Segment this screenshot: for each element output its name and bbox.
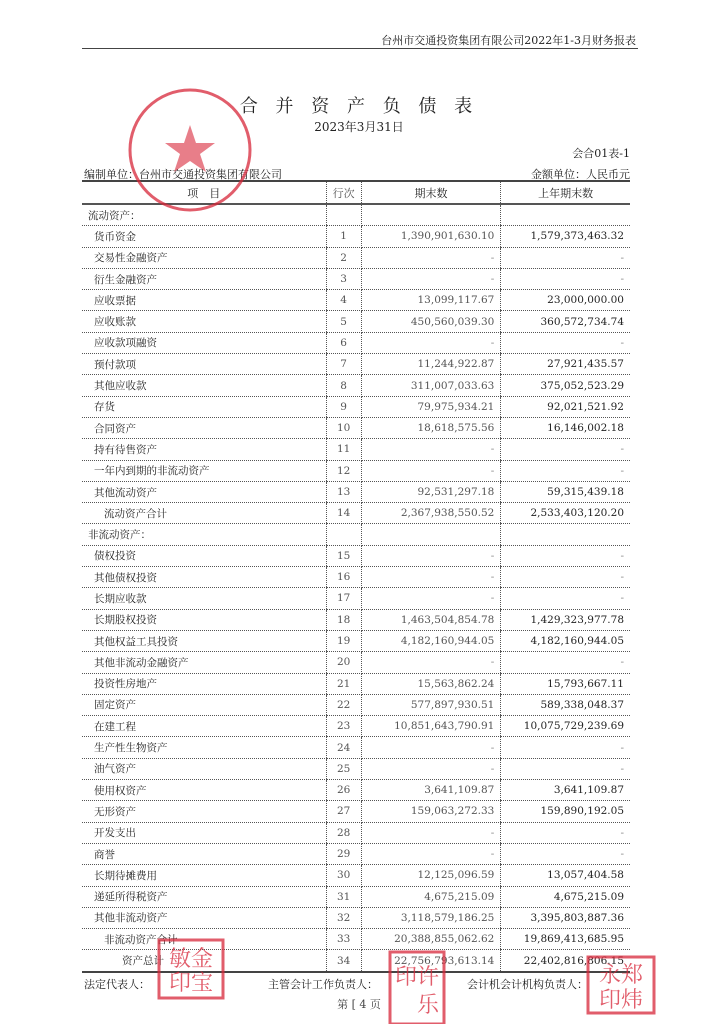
col-item: 项 目 (82, 181, 326, 204)
row-prev-value: 92,021,521.92 (501, 396, 630, 417)
row-prev-value: - (501, 843, 630, 864)
row-prev-value: - (501, 247, 630, 268)
row-end-value: - (361, 843, 501, 864)
row-item: 投资性房地产 (82, 673, 326, 694)
row-item: 一年内到期的非流动资产 (82, 460, 326, 481)
row-item: 合同资产 (82, 417, 326, 438)
row-prev-value: 3,395,803,887.36 (501, 907, 630, 928)
report-name: 台州市交通投资集团有限公司2022年1-3月财务报表 (381, 34, 636, 47)
row-number: 14 (326, 503, 361, 524)
row-prev-value: 13,057,404.58 (501, 865, 630, 886)
table-row (82, 567, 630, 588)
row-end-value (361, 204, 501, 226)
row-end-value: 79,975,934.21 (361, 396, 501, 417)
row-item: 资产总计 (82, 950, 326, 972)
row-item: 衍生金融资产 (82, 268, 326, 289)
svg-text:敏金: 敏金 (168, 947, 214, 972)
table-row (82, 354, 630, 375)
row-item: 商誉 (82, 843, 326, 864)
row-number: 4 (326, 290, 361, 311)
row-prev-value: 23,000,000.00 (501, 290, 630, 311)
row-number (326, 524, 361, 545)
row-item: 使用权资产 (82, 780, 326, 801)
seal-chief-accountant (388, 950, 446, 1024)
row-end-value: 4,675,215.09 (361, 886, 501, 907)
row-end-value: 3,118,579,186.25 (361, 907, 501, 928)
row-item: 预付款项 (82, 354, 326, 375)
row-end-value: 450,560,039.30 (361, 311, 501, 332)
row-end-value: - (361, 268, 501, 289)
row-end-value (361, 524, 501, 545)
row-prev-value: 1,579,373,463.32 (501, 226, 630, 247)
row-item: 其他流动资产 (82, 481, 326, 502)
page-number: 第 [ 4 页 (337, 998, 381, 1011)
row-prev-value: 159,890,192.05 (501, 801, 630, 822)
row-item: 无形资产 (82, 801, 326, 822)
row-number: 20 (326, 652, 361, 673)
table-row (82, 865, 630, 886)
row-prev-value: - (501, 758, 630, 779)
svg-text:印炜: 印炜 (598, 988, 644, 1013)
row-end-value: - (361, 822, 501, 843)
row-end-value: - (361, 758, 501, 779)
row-end-value: 159,063,272.33 (361, 801, 501, 822)
row-number: 5 (326, 311, 361, 332)
row-end-value: - (361, 567, 501, 588)
row-item: 其他权益工具投资 (82, 630, 326, 651)
row-prev-value: - (501, 822, 630, 843)
table-row (82, 652, 630, 673)
row-number: 2 (326, 247, 361, 268)
seal-legal-rep (157, 938, 225, 1000)
row-number: 6 (326, 332, 361, 353)
row-item: 其他非流动金融资产 (82, 652, 326, 673)
row-item: 长期待摊费用 (82, 865, 326, 886)
row-number: 34 (326, 950, 361, 972)
row-end-value: 10,851,643,790.91 (361, 716, 501, 737)
table-row (82, 460, 630, 481)
row-number: 16 (326, 567, 361, 588)
row-item: 存货 (82, 396, 326, 417)
table-row (82, 609, 630, 630)
form-number: 会合01表-1 (572, 147, 630, 160)
row-end-value: - (361, 460, 501, 481)
chief-accountant-label: 主管会计工作负责人： (268, 978, 378, 991)
row-item: 流动资产合计 (82, 503, 326, 524)
svg-text:印许: 印许 (394, 965, 440, 990)
row-end-value: 1,463,504,854.78 (361, 609, 501, 630)
row-prev-value: - (501, 588, 630, 609)
table-row (82, 780, 630, 801)
row-item: 开发支出 (82, 822, 326, 843)
table-row (82, 268, 630, 289)
row-end-value: 2,367,938,550.52 (361, 503, 501, 524)
row-item: 应收票据 (82, 290, 326, 311)
table-row (82, 375, 630, 396)
row-number: 19 (326, 630, 361, 651)
row-prev-value: 589,338,048.37 (501, 694, 630, 715)
row-item: 持有待售资产 (82, 439, 326, 460)
row-prev-value: - (501, 545, 630, 566)
row-number: 12 (326, 460, 361, 481)
table-row (82, 524, 630, 545)
row-prev-value: 2,533,403,120.20 (501, 503, 630, 524)
row-end-value: 311,007,033.63 (361, 375, 501, 396)
row-end-value: 11,244,922.87 (361, 354, 501, 375)
row-number: 33 (326, 929, 361, 950)
row-prev-value (501, 524, 630, 545)
row-prev-value: - (501, 737, 630, 758)
row-item: 其他应收款 (82, 375, 326, 396)
table-row (82, 822, 630, 843)
accounting-head-label: 会计机会计机构负责人： (467, 978, 588, 991)
row-item: 油气资产 (82, 758, 326, 779)
table-row (82, 907, 630, 928)
row-prev-value: 15,793,667.11 (501, 673, 630, 694)
table-row (82, 673, 630, 694)
row-item: 长期应收款 (82, 588, 326, 609)
table-row (82, 332, 630, 353)
table-row (82, 439, 630, 460)
table-row (82, 545, 630, 566)
row-end-value: - (361, 332, 501, 353)
row-end-value: 12,125,096.59 (361, 865, 501, 886)
row-number: 1 (326, 226, 361, 247)
row-prev-value: 1,429,323,977.78 (501, 609, 630, 630)
row-number: 21 (326, 673, 361, 694)
row-prev-value: - (501, 268, 630, 289)
row-item: 流动资产： (82, 204, 326, 226)
preparing-org: 编制单位：台州市交通投资集团有限公司 (84, 168, 282, 181)
row-number: 8 (326, 375, 361, 396)
currency-unit: 金额单位：人民币元 (531, 168, 630, 181)
row-number: 23 (326, 716, 361, 737)
table-row (82, 801, 630, 822)
row-item: 生产性生物资产 (82, 737, 326, 758)
row-end-value: - (361, 737, 501, 758)
table-row (82, 886, 630, 907)
table-row (82, 716, 630, 737)
table-row (82, 843, 630, 864)
table-row (82, 694, 630, 715)
row-item: 其他非流动资产 (82, 907, 326, 928)
row-number: 3 (326, 268, 361, 289)
col-prev: 上年期末数 (501, 181, 630, 204)
table-row (82, 630, 630, 651)
row-prev-value: - (501, 439, 630, 460)
row-number: 28 (326, 822, 361, 843)
row-prev-value: 360,572,734.74 (501, 311, 630, 332)
table-row (82, 758, 630, 779)
row-item: 非流动资产合计 (82, 929, 326, 950)
row-end-value: 18,618,575.56 (361, 417, 501, 438)
row-item: 债权投资 (82, 545, 326, 566)
table-row (82, 481, 630, 502)
row-end-value: 3,641,109.87 (361, 780, 501, 801)
row-prev-value: - (501, 332, 630, 353)
row-item: 交易性金融资产 (82, 247, 326, 268)
row-end-value: 20,388,855,062.62 (361, 929, 501, 950)
row-item: 应收账款 (82, 311, 326, 332)
row-number: 17 (326, 588, 361, 609)
row-end-value: - (361, 439, 501, 460)
row-number: 25 (326, 758, 361, 779)
report-date: 2023年3月31日 (314, 120, 404, 134)
table-row (82, 737, 630, 758)
row-prev-value: 16,146,002.18 (501, 417, 630, 438)
header-rule (82, 48, 638, 49)
row-number: 27 (326, 801, 361, 822)
row-prev-value: 4,675,215.09 (501, 886, 630, 907)
svg-text:印宝: 印宝 (168, 971, 214, 996)
legal-rep-label: 法定代表人： (84, 978, 150, 991)
row-number: 10 (326, 417, 361, 438)
row-number: 9 (326, 396, 361, 417)
row-end-value: 577,897,930.51 (361, 694, 501, 715)
row-item: 其他债权投资 (82, 567, 326, 588)
balance-sheet-table (82, 180, 630, 973)
row-prev-value: 22,402,816,806.15 (501, 950, 630, 972)
row-end-value: 13,099,117.67 (361, 290, 501, 311)
row-prev-value: 59,315,439.18 (501, 481, 630, 502)
row-number: 22 (326, 694, 361, 715)
row-prev-value: 10,075,729,239.69 (501, 716, 630, 737)
row-item: 固定资产 (82, 694, 326, 715)
row-prev-value: - (501, 567, 630, 588)
row-number: 32 (326, 907, 361, 928)
row-item: 递延所得税资产 (82, 886, 326, 907)
row-end-value: 92,531,297.18 (361, 481, 501, 502)
row-prev-value: - (501, 460, 630, 481)
table-row (82, 396, 630, 417)
row-end-value: 1,390,901,630.10 (361, 226, 501, 247)
row-end-value: - (361, 652, 501, 673)
company-seal (125, 85, 255, 215)
row-end-value: - (361, 545, 501, 566)
seal-accounting-head (586, 955, 656, 1015)
row-number: 7 (326, 354, 361, 375)
row-number: 15 (326, 545, 361, 566)
col-no: 行次 (326, 181, 361, 204)
row-prev-value: 4,182,160,944.05 (501, 630, 630, 651)
row-prev-value: 375,052,523.29 (501, 375, 630, 396)
row-number: 29 (326, 843, 361, 864)
row-end-value: - (361, 588, 501, 609)
row-prev-value: - (501, 652, 630, 673)
row-end-value: - (361, 247, 501, 268)
row-end-value: 15,563,862.24 (361, 673, 501, 694)
row-prev-value: 27,921,435.57 (501, 354, 630, 375)
row-item: 货币资金 (82, 226, 326, 247)
row-number: 13 (326, 481, 361, 502)
row-item: 应收款项融资 (82, 332, 326, 353)
col-end: 期末数 (361, 181, 501, 204)
svg-text:乐: 乐 (416, 993, 440, 1018)
table-row (82, 290, 630, 311)
table-row (82, 226, 630, 247)
row-number: 11 (326, 439, 361, 460)
table-row (82, 417, 630, 438)
row-item: 长期股权投资 (82, 609, 326, 630)
row-prev-value: 19,869,413,685.95 (501, 929, 630, 950)
row-number (326, 204, 361, 226)
svg-text:永郑: 永郑 (598, 963, 644, 988)
row-item: 在建工程 (82, 716, 326, 737)
table-row (82, 503, 630, 524)
row-end-value: 22,756,793,613.14 (361, 950, 501, 972)
row-number: 24 (326, 737, 361, 758)
row-number: 18 (326, 609, 361, 630)
row-number: 26 (326, 780, 361, 801)
row-end-value: 4,182,160,944.05 (361, 630, 501, 651)
table-row (82, 247, 630, 268)
page-title: 合 并 资 产 负 债 表 (239, 96, 479, 117)
row-number: 30 (326, 865, 361, 886)
table-row (82, 311, 630, 332)
table-row (82, 588, 630, 609)
row-prev-value (501, 204, 630, 226)
row-number: 31 (326, 886, 361, 907)
row-prev-value: 3,641,109.87 (501, 780, 630, 801)
row-item: 非流动资产： (82, 524, 326, 545)
